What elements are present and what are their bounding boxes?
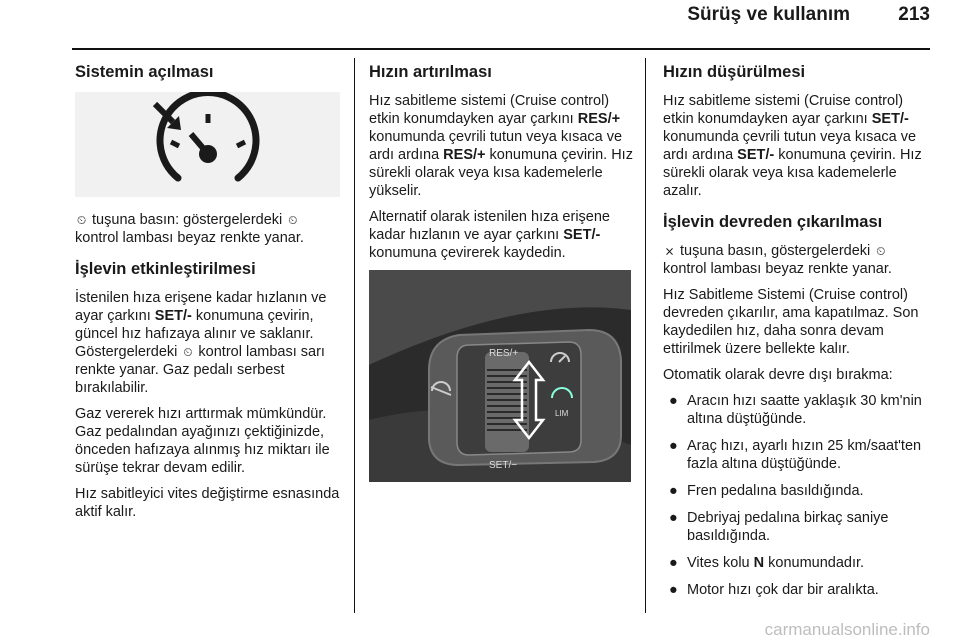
bold-text: N — [753, 555, 765, 571]
heading-deactivation: İşlevin devreden çıkarılması — [663, 213, 883, 231]
text-span: konumunda çevrili tutun veya kısaca ve ardı ardına — [663, 129, 917, 163]
text-span: Hız sabitleme sistemi (Cruise control) etkin konumdayken ayar çarkını — [663, 93, 904, 127]
paragraph-deactivation-2: Hız Sabitleme Sistemi (Cruise control) devreden çıkarılır, ama kapatılmaz. Son kaydedilen hız, daha sonra devam ettirilmek üzere bellekte kalır. — [663, 287, 919, 357]
text-span: kontrol lambası beyaz renkte yanar. — [663, 261, 892, 277]
text-span: kontrol lambası sarı renkte yanar. Gaz pedalı serbest bırakılabilir. — [75, 344, 325, 396]
paragraph-system-on — [75, 211, 343, 247]
bold-text: SET/- — [871, 111, 909, 127]
cruise-control-icon: ⏲ — [183, 345, 193, 359]
list-item — [663, 482, 931, 500]
bold-text: SET/- — [563, 227, 601, 243]
list-item — [663, 437, 931, 473]
column-divider-2 — [645, 58, 646, 613]
list-item — [663, 581, 931, 599]
paragraph-deactivation-1 — [663, 242, 931, 278]
heading-decrease-speed: Hızın düşürülmesi — [663, 63, 806, 81]
text-span: tuşuna basın: göstergelerdeki — [92, 212, 283, 228]
paragraph-decrease — [663, 92, 931, 200]
running-header-title: Sürüş ve kullanım — [687, 4, 850, 25]
paragraph-gear-change: Hız sabitleyici vites değiştirme esnasında aktif kalır. — [75, 486, 340, 520]
cruise-control-icon: ⏲ — [76, 213, 87, 227]
list-item-text: Aracın hızı saatte yaklaşık 30 km'nin altına düştüğünde. — [687, 393, 922, 427]
list-item-text: Araç hızı, ayarlı hızın 25 km/saat'ten fazla altına düştüğünde. — [687, 438, 922, 472]
lim-label: LIM — [555, 409, 569, 418]
text-span: konumunda çevrili tutun veya kısaca ve ardı ardına — [369, 129, 623, 163]
text-span: konumuna çevirin. Hız sürekli olarak veya kısa kademelerle azalır. — [663, 147, 922, 199]
heading-system-on: Sistemin açılması — [75, 63, 214, 81]
watermark: carmanualsonline.info — [764, 620, 930, 639]
bold-text: SET/- — [737, 147, 775, 163]
bullet: ● — [669, 510, 678, 526]
text-span: tuşuna basın, göstergelerdeki — [680, 243, 871, 259]
page-number: 213 — [898, 4, 930, 25]
cruise-control-icon-illustration — [75, 92, 340, 197]
bullet: ● — [669, 483, 678, 499]
steering-wheel-controls-photo — [369, 270, 631, 482]
list-item-text: Motor hızı çok dar bir aralıkta. — [687, 582, 879, 598]
res-plus-label: RES/+ — [489, 348, 519, 359]
cruise-control-icon: ⏲ — [876, 244, 886, 258]
header-divider — [72, 48, 930, 50]
column-1 — [75, 62, 343, 529]
paragraph-auto-off: Otomatik olarak devre dışı bırakma: — [663, 367, 893, 383]
bold-text: SET/- — [154, 308, 192, 324]
list-item — [663, 554, 931, 572]
paragraph-accelerate: Gaz vererek hızı arttırmak mümkündür. Gaz pedalından ayağınızı çektiğinizde, önceden hafızaya alınmış hız miktarı ile sürüşe tekrar devam edilir. — [75, 406, 330, 476]
paragraph-increase-1 — [369, 92, 635, 200]
text-span: Hız sabitleme sistemi (Cruise control) etkin konumdayken ayar çarkını — [369, 93, 610, 127]
text-span: Alternatif olarak istenilen hıza erişene kadar hızlanın ve ayar çarkını — [369, 209, 610, 243]
column-divider-1 — [354, 58, 355, 613]
list-item — [663, 392, 931, 428]
bullet: ● — [669, 393, 678, 409]
text-span: kontrol lambası beyaz renkte yanar. — [75, 230, 304, 246]
auto-off-list — [663, 392, 931, 599]
set-minus-label: SET/− — [489, 460, 518, 471]
bullet: ● — [669, 555, 678, 571]
list-item-text: Fren pedalına basıldığında. — [687, 483, 864, 499]
list-item — [663, 509, 931, 545]
column-2 — [369, 62, 635, 482]
text-span: konumuna çevirin, güncel hız hafızaya alınır ve saklanır. Göstergelerdeki — [75, 308, 314, 360]
bold-text: RES/+ — [577, 111, 621, 127]
heading-activation: İşlevin etkinleştirilmesi — [75, 260, 256, 278]
list-item-text: Debriyaj pedalına birkaç saniye basıldığında. — [687, 510, 889, 544]
text-span: konumuna çevirerek kaydedin. — [369, 245, 566, 261]
text-span: İstenilen hıza erişene kadar hızlanın ve ayar çarkını — [75, 290, 327, 324]
text-span: konumuna çevirin. Hız sürekli olarak veya kısa kademelerle yükselir. — [369, 147, 633, 199]
bullet: ● — [669, 438, 678, 454]
paragraph-activation — [75, 289, 343, 397]
column-3 — [663, 62, 931, 608]
paragraph-increase-2 — [369, 208, 635, 262]
text-span: konumundadır. — [768, 555, 865, 571]
bullet: ● — [669, 582, 678, 598]
heading-increase-speed: Hızın artırılması — [369, 63, 492, 81]
cruise-control-icon: ⏲ — [288, 213, 298, 227]
text-span: Vites kolu — [687, 555, 750, 571]
cruise-cancel-icon: ⨯ — [664, 244, 675, 258]
bold-text: RES/+ — [443, 147, 486, 163]
